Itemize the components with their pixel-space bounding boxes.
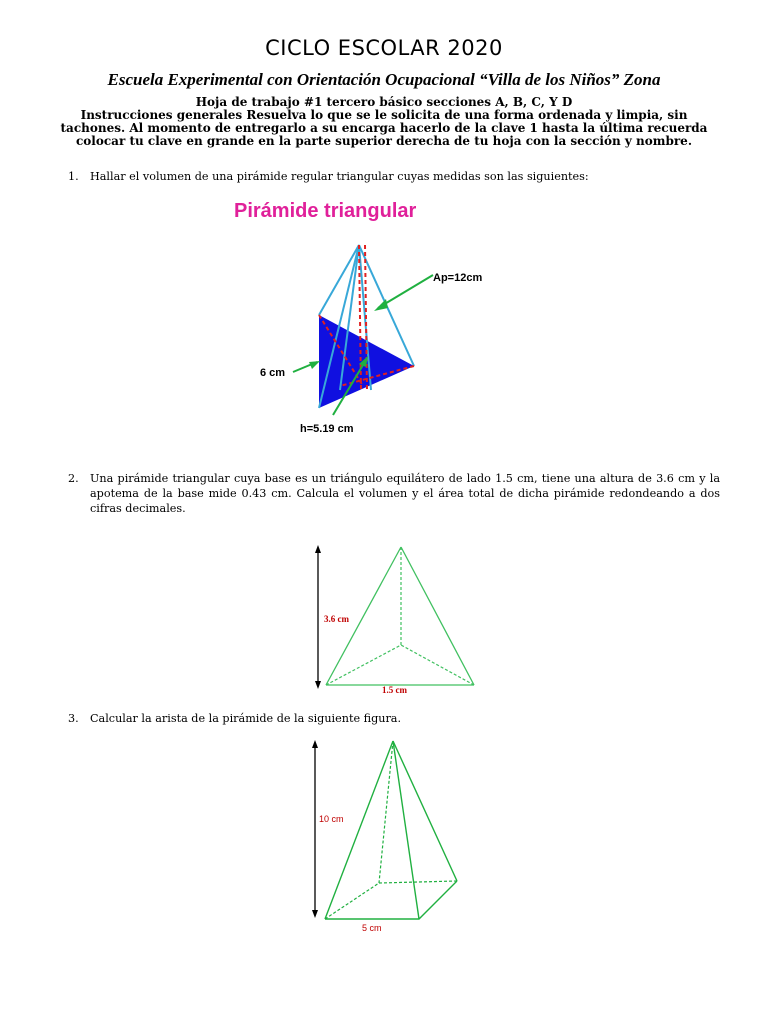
arrow-head-top: [315, 545, 321, 553]
arrow-head-top: [312, 740, 318, 748]
school-name: Escuela Experimental con Orientación Ocupacional “Villa de los Niños” Zona: [107, 70, 661, 89]
side-label: 6 cm: [260, 367, 286, 379]
height-label: 3.6 cm: [324, 614, 349, 624]
height-label: 10 cm: [319, 814, 344, 824]
question-text: Hallar el volumen de una pirámide regular triangular cuyas medidas son las siguientes:: [90, 170, 589, 183]
instructions-line: Instrucciones generales Resuelva lo que se le solicita de una forma ordenada y limpia, sin: [80, 108, 688, 122]
figure-title: Pirámide triangular: [234, 200, 417, 222]
instructions-line: colocar tu clave en grande en la parte superior derecha de tu hoja con la sección y nombre.: [76, 134, 692, 148]
arrow-head-bottom: [315, 681, 321, 689]
pyramid-edges: [325, 741, 457, 919]
question-text: Calcular la arista de la pirámide de la siguiente figura.: [90, 712, 402, 725]
question-number: 3.: [68, 712, 79, 725]
question-1: [68, 169, 718, 185]
base-label: 1.5 cm: [382, 685, 407, 695]
apothem-label: Ap=12cm: [433, 272, 483, 284]
question-number: 1.: [68, 170, 79, 183]
figure-pyramid-height: [308, 543, 488, 698]
worksheet-line: Hoja de trabajo #1 tercero básico secciones A, B, C, Y D: [195, 95, 573, 109]
figure-square-pyramid: [305, 736, 470, 936]
instructions-line: tachones. Al momento de entregarlo a su encarga hacerlo de la clave 1 hasta la última recuerda: [60, 121, 708, 135]
question-3: [68, 711, 718, 727]
hidden-lines: [325, 741, 457, 919]
instructions-block: [40, 96, 728, 148]
figure-triangular-pyramid: [228, 190, 528, 440]
height-label: h=5.19 cm: [300, 423, 354, 435]
question-2: [68, 471, 720, 519]
base-label: 5 cm: [362, 923, 382, 933]
question-number: 2.: [68, 472, 79, 485]
question-text: Una pirámide triangular cuya base es un triángulo equilátero de lado 1.5 cm, tiene una altura de 3.6 cm y la apotema de la base mide 0.43 cm. Calcula el volumen y el área total de dicha pirámide redondeando a dos cifras decimales.: [90, 472, 720, 515]
page-title: CICLO ESCOLAR 2020: [265, 36, 503, 60]
arrow-head-bottom: [312, 910, 318, 918]
